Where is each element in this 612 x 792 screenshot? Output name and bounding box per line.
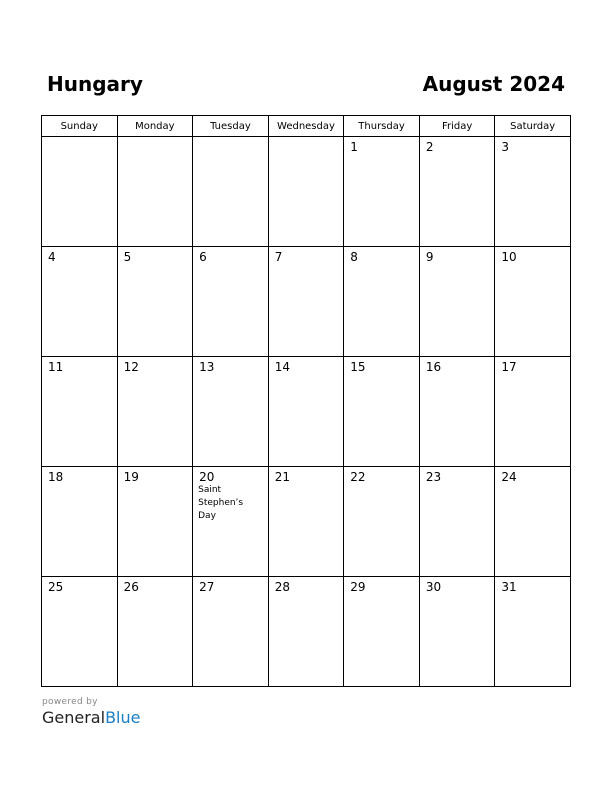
weekday-monday: Monday: [117, 116, 193, 137]
day-number: 12: [123, 360, 139, 374]
day-number: [42, 137, 117, 140]
day-number: 10: [501, 250, 517, 264]
day-cell: [344, 577, 420, 687]
day-cell: [42, 357, 118, 467]
day-cell: [495, 247, 571, 357]
day-number: 7: [274, 250, 283, 264]
day-number: 21: [274, 470, 290, 484]
day-cell: [117, 137, 193, 247]
brand-blue: Blue: [105, 708, 141, 727]
day-cell: [268, 137, 344, 247]
day-cell: [419, 247, 495, 357]
week-row: [42, 137, 571, 247]
day-number: 8: [350, 250, 358, 264]
day-cell: [419, 577, 495, 687]
day-number: 23: [425, 470, 442, 484]
week-row: [42, 357, 571, 467]
day-number: 3: [501, 140, 510, 154]
weekday-wednesday: Wednesday: [268, 116, 344, 137]
day-cell: [117, 357, 193, 467]
week-row: [42, 467, 571, 577]
powered-by-text: powered by: [42, 697, 98, 707]
month-year-title: August 2024: [422, 72, 565, 96]
day-cell: [268, 357, 344, 467]
day-cell: [495, 577, 571, 687]
day-cell: [344, 357, 420, 467]
day-cell: [495, 357, 571, 467]
day-number: 15: [350, 360, 366, 374]
day-cell: [268, 247, 344, 357]
day-cell: [344, 467, 420, 577]
day-number: [269, 137, 344, 140]
day-cell: [117, 247, 193, 357]
calendar-grid: [41, 115, 571, 687]
day-number: 18: [48, 470, 64, 484]
generalblue-logo: [42, 708, 140, 728]
day-number: [193, 137, 268, 140]
day-number: 13: [199, 360, 215, 374]
day-cell: [193, 467, 269, 577]
weekday-friday: Friday: [419, 116, 495, 137]
week-row: [42, 247, 571, 357]
week-row: [42, 577, 571, 687]
day-number: 24: [501, 470, 517, 484]
day-cell: [193, 247, 269, 357]
day-number: 17: [501, 360, 517, 374]
day-cell: [344, 247, 420, 357]
footer-branding: [42, 696, 140, 728]
day-cell: [42, 467, 118, 577]
day-cell: [193, 357, 269, 467]
day-number: 9: [425, 250, 434, 264]
day-number: 6: [199, 250, 207, 264]
day-number: 5: [123, 250, 132, 264]
day-number: 2: [425, 140, 434, 154]
day-number: 16: [425, 360, 442, 374]
day-number: 22: [350, 470, 366, 484]
weekday-sunday: Sunday: [42, 116, 118, 137]
day-number: [118, 137, 193, 140]
day-number: 20: [199, 470, 215, 484]
day-number: 27: [199, 580, 215, 594]
day-number: 28: [274, 580, 290, 594]
day-number: 26: [123, 580, 139, 594]
day-cell: [268, 467, 344, 577]
day-number: 29: [350, 580, 366, 594]
weekday-tuesday: Tuesday: [193, 116, 269, 137]
day-cell: [419, 467, 495, 577]
day-number: 31: [501, 580, 517, 594]
day-cell: [419, 137, 495, 247]
day-cell: [42, 137, 118, 247]
day-number: 30: [425, 580, 442, 594]
day-cell: [193, 137, 269, 247]
day-cell: [268, 577, 344, 687]
day-cell: [42, 577, 118, 687]
weekday-saturday: Saturday: [495, 116, 571, 137]
country-title: Hungary: [47, 72, 143, 96]
day-cell: [344, 137, 420, 247]
day-cell: [193, 577, 269, 687]
day-number: 11: [48, 360, 64, 374]
day-cell: [42, 247, 118, 357]
day-number: 14: [274, 360, 290, 374]
day-number: 1: [350, 140, 358, 154]
day-cell: [117, 577, 193, 687]
day-cell: [495, 467, 571, 577]
day-cell: [419, 357, 495, 467]
day-number: 4: [48, 250, 56, 264]
weekday-thursday: Thursday: [344, 116, 420, 137]
brand-general: General: [42, 708, 106, 727]
day-number: 25: [48, 580, 64, 594]
day-cell: [117, 467, 193, 577]
holiday-label: Saint Stephen’s Day: [198, 485, 244, 521]
weekday-header-row: [42, 116, 571, 137]
day-number: 19: [123, 470, 139, 484]
day-cell: [495, 137, 571, 247]
